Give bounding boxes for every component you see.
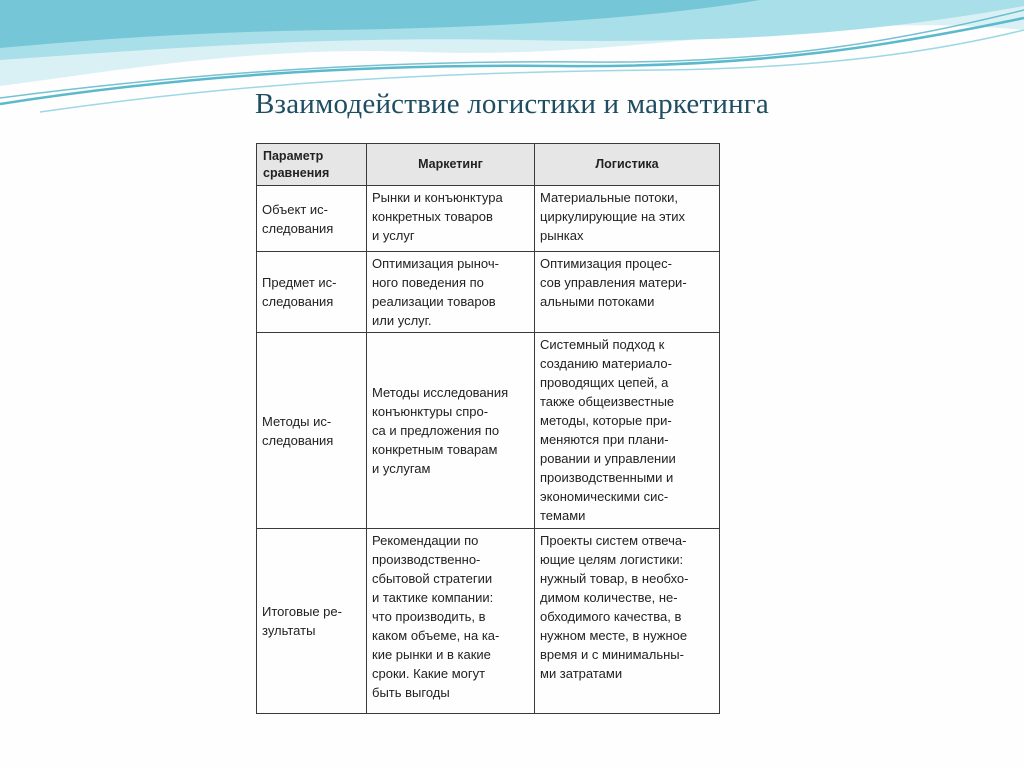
cell-line: Итоговые ре- [262, 604, 342, 619]
cell-line: меняются при плани- [540, 432, 669, 447]
row-methods-logistics [535, 333, 720, 529]
cell-line: нужном месте, в нужное [540, 628, 688, 643]
cell-line: и услуг [372, 228, 415, 243]
cell-line: Методы исследования [372, 385, 509, 400]
cell-line: ного поведения по [372, 275, 484, 290]
cell-line: ровании и управлении [540, 451, 676, 466]
row-object-param [257, 186, 367, 252]
cell-line: Методы ис- [262, 413, 332, 429]
row-subject-marketing [367, 252, 535, 333]
cell-line: кие рынки и в какие [372, 647, 491, 662]
table-header-row [257, 144, 720, 186]
cell-line: реализации товаров [372, 294, 496, 309]
cell-line: димом количестве, не- [540, 590, 678, 605]
cell-line: производственными и [540, 470, 674, 485]
row-methods-param [257, 333, 367, 529]
table-row-methods [257, 333, 720, 529]
cell-line: следования [262, 432, 334, 448]
cell-line: циркулирующие на этих [540, 209, 686, 224]
cell-line: сбытовой стратегии [372, 571, 493, 586]
cell-line: следования [262, 220, 334, 236]
cell-line: также общеизвестные [540, 394, 675, 409]
header-param-line: Параметр [263, 148, 324, 163]
cell-line: зультаты [262, 623, 316, 638]
cell-line: Материальные потоки, [540, 190, 678, 205]
cell-line: созданию материало- [540, 356, 672, 371]
header-param-line: сравнения [263, 165, 330, 180]
cell-line: Оптимизация рыноч- [372, 256, 499, 271]
cell-line: Оптимизация процес- [540, 256, 672, 271]
header-marketing: Маркетинг [367, 144, 535, 186]
cell-line: время и с минимальны- [540, 647, 684, 662]
table-row-results [257, 529, 720, 714]
cell-line: Предмет ис- [262, 275, 337, 290]
comparison-table-container [256, 143, 719, 712]
slide-title: Взаимодействие логистики и маркетинга [255, 88, 769, 120]
cell-line: производственно- [372, 552, 481, 567]
header-logistics: Логистика [535, 144, 720, 186]
cell-line: сов управления матери- [540, 275, 687, 290]
cell-line: методы, которые при- [540, 413, 672, 428]
cell-line: нужный товар, в необхо- [540, 571, 689, 586]
cell-line: рынках [540, 228, 584, 243]
cell-line: ющие целям логистики: [540, 552, 684, 567]
cell-line: конкретным товарам [372, 442, 498, 457]
cell-line: альными потоками [540, 294, 655, 309]
table-row-subject [257, 252, 720, 333]
cell-line: и услугам [372, 461, 431, 476]
cell-line: Рекомендации по [372, 533, 479, 548]
header-param [257, 144, 367, 186]
comparison-table [256, 143, 720, 714]
cell-line: конкретных товаров [372, 209, 493, 224]
cell-line: Системный подход к [540, 337, 665, 352]
row-subject-logistics [535, 252, 720, 333]
cell-line: быть выгоды [372, 685, 450, 700]
row-results-marketing [367, 529, 535, 714]
cell-line: сроки. Какие могут [372, 666, 486, 681]
cell-line: темами [540, 508, 586, 523]
cell-line: или услуг. [372, 313, 432, 328]
cell-line: следования [262, 294, 334, 309]
cell-line: Рынки и конъюнктура [372, 190, 503, 205]
cell-line: Объект ис- [262, 201, 328, 217]
row-object-logistics [535, 186, 720, 252]
cell-line: Проекты систем отвеча- [540, 533, 687, 548]
row-subject-param [257, 252, 367, 333]
cell-line: са и предложения по [372, 423, 500, 438]
row-methods-marketing [367, 333, 535, 529]
table-row-object [257, 186, 720, 252]
cell-line: проводящих цепей, а [540, 375, 669, 390]
cell-line: экономическими сис- [540, 489, 669, 504]
row-object-marketing [367, 186, 535, 252]
cell-line: каком объеме, на ка- [372, 628, 500, 643]
cell-line: ми затратами [540, 666, 623, 681]
cell-line: конъюнктуры спро- [372, 404, 489, 419]
row-results-param [257, 529, 367, 714]
row-results-logistics [535, 529, 720, 714]
cell-line: что производить, в [372, 609, 486, 624]
cell-line: и тактике компании: [372, 590, 494, 605]
cell-line: обходимого качества, в [540, 609, 682, 624]
